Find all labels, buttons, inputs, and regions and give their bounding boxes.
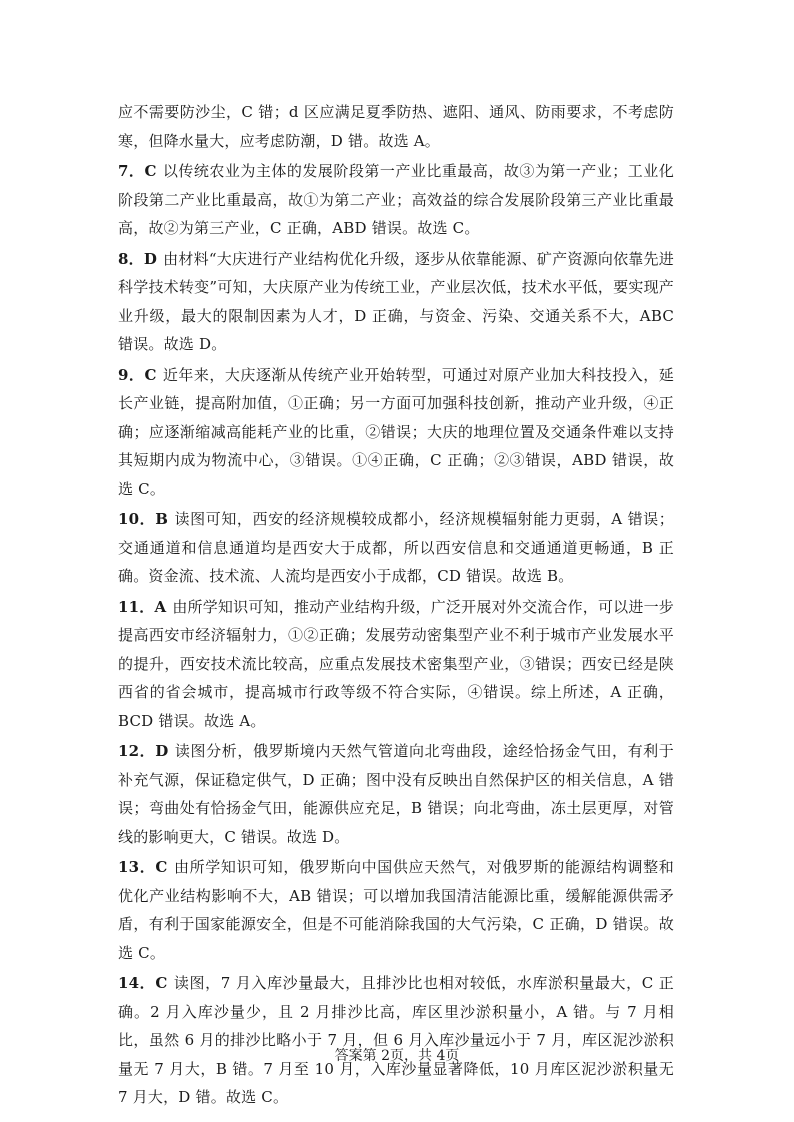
answer-content: [118, 98, 674, 1114]
explanation-text: 读图分析，俄罗斯境内天然气管道向北弯曲段，途经恰扬金气田，有利于补充气源，保证稳定供气，D 正确；图中没有反映出自然保护区的相关信息，A 错误；弯曲处有恰扬金气田，能源供应充足，B 错误；向北弯曲，冻土层更厚，对管线的影响更大，C 错误。故选 D。: [118, 742, 674, 846]
answer-11: [118, 593, 674, 736]
question-number: 14．: [118, 974, 156, 992]
explanation-text: 由所学知识可知，俄罗斯向中国供应天然气，对俄罗斯的能源结构调整和优化产业结构影响不大，AB 错误；可以增加我国清洁能源比重，缓解能源供需矛盾，有利于国家能源安全，但是不可能消除我国的大气污染，C 正确，D 错误。故选 C。: [118, 858, 674, 962]
explanation-text: 由所学知识可知，推动产业结构升级，广泛开展对外交流合作，可以进一步提高西安市经济辐射力，①②正确；发展劳动密集型产业不利于城市产业发展水平的提升，西安技术流比较高，应重点发展技术密集型产业，③错误；西安已经是陕西省的省会城市，提高城市行政等级不符合实际，④错误。综上所述，A 正确，BCD 错误。故选 A。: [118, 597, 674, 730]
answer-letter: D: [155, 742, 169, 760]
explanation-text: 读图，7 月入库沙量最大，且排沙比也相对较低，水库淤积量最大，C 正确。2 月入库沙量少，且 2 月排沙比高，库区里沙淤积量小，A 错。与 7 月相比，虽然 6 月的排沙比略小于 7 月，但 6 月入库沙量远小于 7 月，库区泥沙淤积量无 7 月大，B 错。7 月至 10 月，入库沙量显著降低，10 月库区泥沙淤积量无 7 月大，D 错。故选 C。: [118, 974, 674, 1106]
question-number: 11．: [118, 597, 155, 616]
question-number: 13．: [118, 858, 156, 876]
question-number: 7．: [118, 162, 145, 180]
answer-letter: C: [144, 365, 157, 384]
answer-13: [118, 853, 674, 967]
answer-14: [118, 969, 674, 1112]
question-number: 8．: [118, 249, 144, 268]
explanation-text: 近年来，大庆逐渐从传统产业开始转型，可通过对原产业加大科技投入，延长产业链，提高附加值，①正确；另一方面可加强科技创新，推动产业升级，④正确；应逐渐缩减高能耗产业的比重，②错误；大庆的地理位置及交通条件难以支持其短期内成为物流中心，③错误。①④正确，C 正确；②③错误，ABD 错误，故选 C。: [118, 365, 674, 498]
answer-9: [118, 361, 674, 504]
answer-letter: C: [155, 858, 168, 876]
answer-8: [118, 245, 674, 359]
answer-letter: A: [154, 597, 167, 616]
answer-7: [118, 157, 674, 243]
answer-10: [118, 505, 674, 591]
answer-letter: C: [155, 974, 168, 992]
answer-letter: D: [143, 249, 158, 268]
answer-letter: C: [144, 162, 157, 180]
answer-letter: B: [155, 510, 169, 528]
question-number: 10．: [118, 510, 156, 528]
explanation-text: 由材料“大庆进行产业结构优化升级，逐步从依靠能源、矿产资源向依靠先进科学技术转变”可知，大庆原产业为传统工业，产业层次低，技术水平低，要实现产业升级，最大的限制因素为人才，D 正确，与资金、污染、交通关系不大，ABC 错误。故选 D。: [118, 249, 674, 353]
page-footer: 答案第 2页，共 4页: [334, 1048, 460, 1064]
answer-12: [118, 737, 674, 851]
question-number: 9．: [118, 365, 145, 384]
intro-paragraph: 应不需要防沙尘，C 错；d 区应满足夏季防热、遮阳、通风、防雨要求，不考虑防寒，但降水量大，应考虑防潮，D 错。故选 A。: [118, 103, 674, 150]
explanation-text: 读图可知，西安的经济规模较成都小，经济规模辐射能力更弱，A 错误；交通通道和信息通道均是西安大于成都，所以西安信息和交通通道更畅通，B 正确。资金流、技术流、人流均是西安小于成都，CD 错误。故选 B。: [118, 510, 674, 585]
question-number: 12．: [118, 742, 156, 760]
explanation-text: 以传统农业为主体的发展阶段第一产业比重最高，故③为第一产业；工业化阶段第二产业比重最高，故①为第二产业；高效益的综合发展阶段第三产业比重最高，故②为第三产业，C 正确，ABD 错误。故选 C。: [118, 162, 674, 237]
